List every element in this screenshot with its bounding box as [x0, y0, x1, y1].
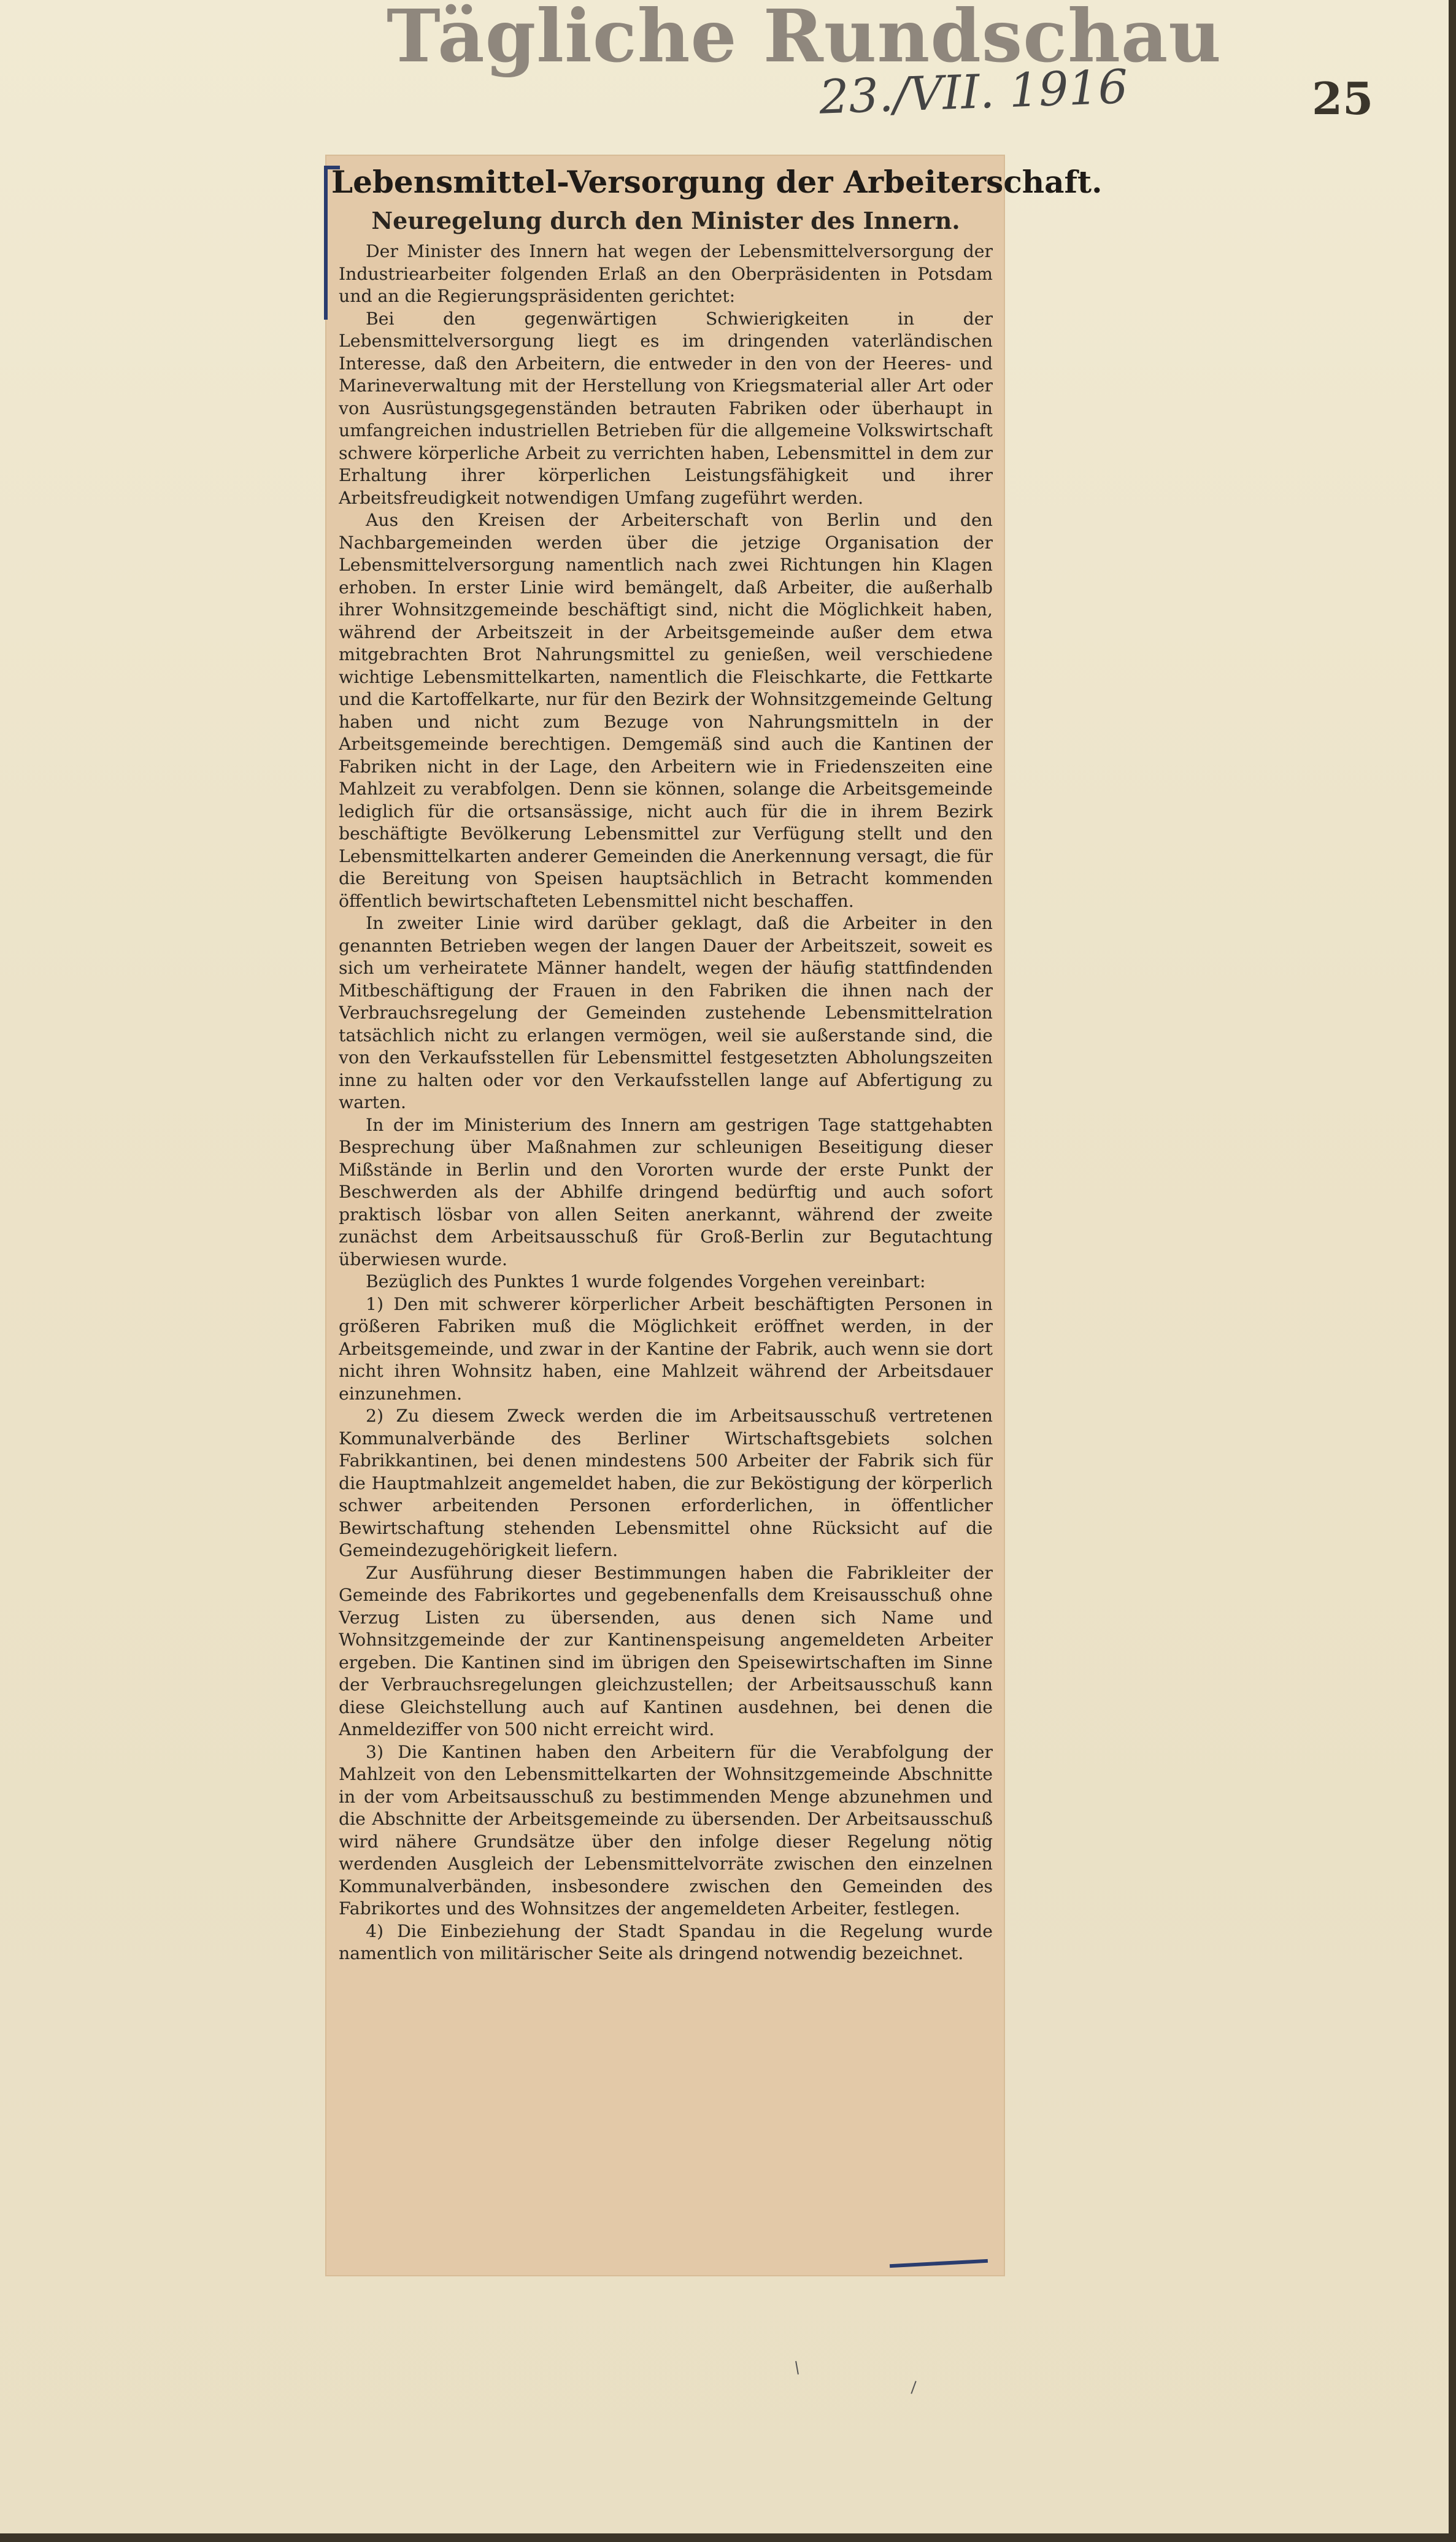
paragraph: Bei den gegenwärtigen Schwierigkeiten in der Lebensmittelversorgung liegt es im dringenden vaterländischen Interesse, daß den Arbeitern, die entweder in den von der Heeres- und Marineverwaltung mit der Herstellung von Kriegsmaterial aller Art oder von Ausrüstungsgegenständen betrauten Fabriken oder überhaupt in umfangreichen industriellen Betrieben für die allgemeine Volkswirtschaft schwere körperliche Arbeit zu verrichten haben, Lebensmittel in dem zur Erhaltung ihrer körperlichen Leistungsfähigkeit und ihrer Arbeitsfreudigkeit notwendigen Umfang zugeführt werden.	[339, 308, 993, 508]
article-headline: Lebensmittel-Versorgung der Arbeiterschaft.	[331, 164, 1103, 200]
scan-edge-bottom	[0, 2533, 1456, 2542]
paragraph: 3) Die Kantinen haben den Arbeitern für die Verabfolgung der Mahlzeit von den Lebensmittelkarten der Wohnsitzgemeinde Abschnitte in der vom Arbeitsausschuß zu bestimmenden Menge abzunehmen und die Abschnitte der Arbeitsgemeinde zu übersenden. Der Arbeitsausschuß wird nähere Grundsätze über den infolge dieser Regelung nötig werdenden Ausgleich der Lebensmittelvorräte zwischen den einzelnen Kommunalverbänden, insbesondere zwischen den Gemeinden des Fabrikortes und des Wohnsitzes der angemeldeten Arbeiter, festlegen.	[339, 1741, 993, 1919]
paragraph: 2) Zu diesem Zweck werden die im Arbeitsausschuß vertretenen Kommunalverbände des Berliner Wirtschaftsgebiets solchen Fabrikkantinen, bei denen mindestens 500 Arbeiter der Fabrik sich für die Hauptmahlzeit angemeldet haben, die zur Beköstigung der körperlich schwer arbeitenden Personen erforderlichen, in öffentlicher Bewirtschaftung stehenden Lebensmittel ohne Rücksicht auf die Gemeindezugehörigkeit liefern.	[339, 1406, 993, 1560]
paragraph: Der Minister des Innern hat wegen der Lebensmittelversorgung der Industriearbeiter folgenden Erlaß an den Oberpräsidenten in Potsdam und an die Regierungspräsidenten gerichtet:	[339, 241, 993, 306]
paragraph: 1) Den mit schwerer körperlicher Arbeit beschäftigten Personen in größeren Fabriken muß die Möglichkeit eröffnet werden, in der Arbeitsgemeinde, und zwar in der Kantine der Fabrik, auch wenn sie dort nicht ihren Wohnsitz haben, eine Mahlzeit während der Arbeitsdauer einzunehmen.	[339, 1293, 993, 1404]
article-subheadline: Neuregelung durch den Minister des Innern.	[371, 207, 960, 234]
newspaper-stamp: Tägliche Rundschau	[387, 0, 1222, 79]
paragraph: Bezüglich des Punktes 1 wurde folgendes Vorgehen vereinbart:	[366, 1271, 926, 1292]
article-body	[339, 241, 993, 2265]
paragraph: In zweiter Linie wird darüber geklagt, daß die Arbeiter in den genannten Betrieben wegen der langen Dauer der Arbeitszeit, soweit es sich um verheiratete Männer handelt, wegen der häufig stattfindenden Mitbeschäftigung der Frauen in den Fabriken die ihnen nach der Verbrauchsregelung der Gemeinden zustehende Lebensmittelration tatsächlich nicht zu erlangen vermögen, weil sie außerstande sind, die von den Verkaufsstellen für Lebensmittel festgesetzten Abholungszeiten inne zu halten oder vor den Verkaufsstellen lange auf Abfertigung zu warten.	[339, 913, 993, 1112]
paragraph: 4) Die Einbeziehung der Stadt Spandau in die Regelung wurde namentlich von militärischer Seite als dringend notwendig bezeichnet.	[339, 1920, 993, 1963]
page-number: 25	[1312, 72, 1374, 125]
scan-edge-right	[1449, 0, 1456, 2542]
paragraph: Aus den Kreisen der Arbeiterschaft von Berlin und den Nachbargemeinden werden über die jetzige Organisation der Lebensmittelversorgung namentlich nach zwei Richtungen hin Klagen erhoben. In erster Linie wird bemängelt, daß Arbeiter, die außerhalb ihrer Wohnsitzgemeinde beschäftigt sind, nicht die Möglichkeit haben, während der Arbeitszeit in der Arbeitsgemeinde außer dem etwa mitgebrachten Brot Nahrungsmittel zu genießen, weil verschiedene wichtige Lebensmittelkarten, namentlich die Fleischkarte, die Fettkarte und die Kartoffelkarte, nur für den Bezirk der Wohnsitzgemeinde Geltung haben und nicht zum Bezuge von Nahrungsmitteln in der Arbeitsgemeinde berechtigen. Demgemäß sind auch die Kantinen der Fabriken nicht in der Lage, den Arbeitern wie in Friedenszeiten eine Mahlzeit zu verabfolgen. Denn sie können, solange die Arbeitsgemeinde lediglich für die ortsansässige, nicht auch für die in ihrem Bezirk beschäftigte Bevölkerung Lebensmittel zur Verfügung stellt und den Lebensmittelkarten anderer Gemeinden die Anerkennung versagt, die für die Bereitung von Speisen hauptsächlich in Betracht kommenden öffentlich bewirtschafteten Lebensmittel nicht beschaffen.	[339, 510, 993, 911]
paragraph: Zur Ausführung dieser Bestimmungen haben die Fabrikleiter der Gemeinde des Fabrikortes und gegebenenfalls dem Kreisausschuß ohne Verzug Listen zu übersenden, aus denen sich Name und Wohnsitzgemeinde der zur Kantinenspeisung angemeldeten Arbeiter ergeben. Die Kantinen sind im übrigen den Speisewirtschaften im Sinne der Verbrauchsregelungen gleichzustellen; der Arbeitsausschuß kann diese Gleichstellung auch auf Kantinen ausdehnen, bei denen die Anmeldeziffer von 500 nicht erreicht wird.	[339, 1562, 993, 1739]
paragraph: In der im Ministerium des Innern am gestrigen Tage stattgehabten Besprechung über Maßnahmen zur schleunigen Beseitigung dieser Mißstände in Berlin und den Vororten wurde der erste Punkt der Beschwerden als der Abhilfe dringend bedürftig und auch sofort praktisch lösbar von allen Seiten anerkannt, während der zweite zunächst dem Arbeitsausschuß für Groß-Berlin zur Begutachtung überwiesen wurde.	[339, 1114, 993, 1269]
handwritten-date: 23./VII. 1916	[818, 59, 1129, 125]
